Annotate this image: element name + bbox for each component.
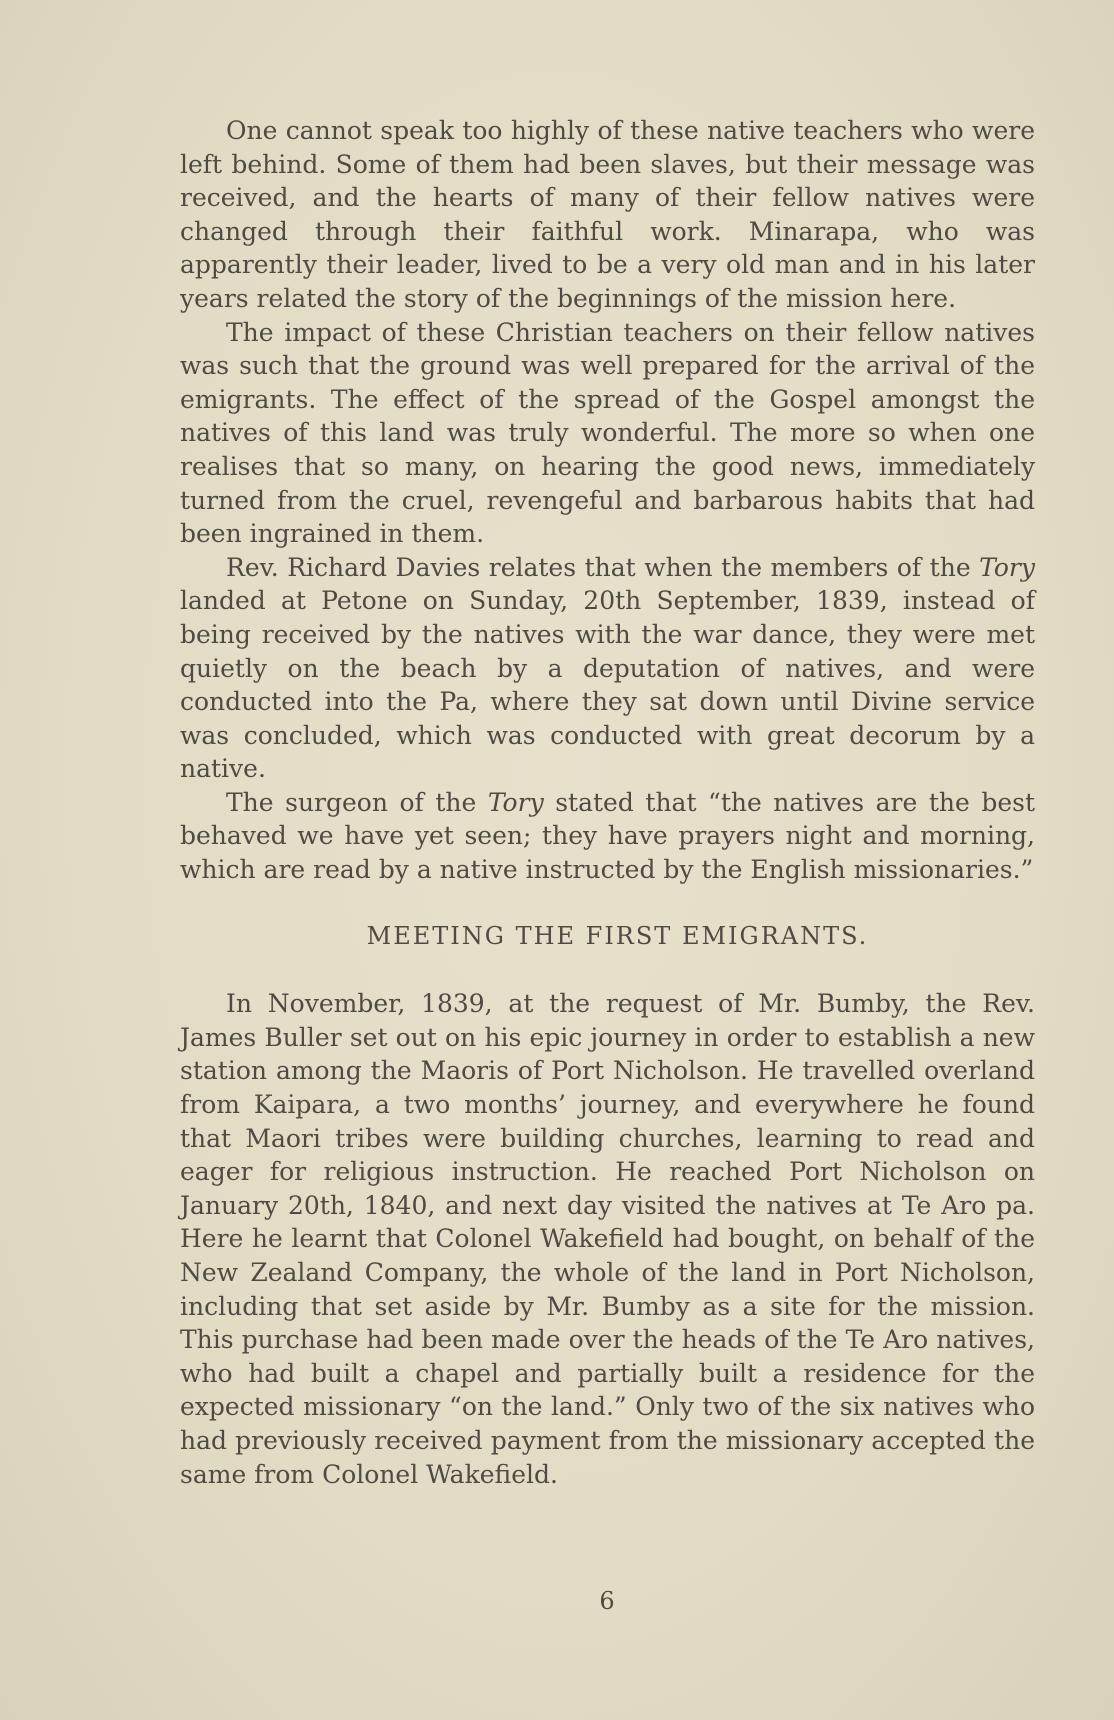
paragraph-surgeon-start: The surgeon of the [226, 787, 488, 817]
ship-name-tory: Tory [487, 787, 544, 817]
paragraph-impact: The impact of these Christian teachers on their fellow natives was such that the ground was well prepared for the arrival of the emigrants. The effect of the spread of the Gospel amongst the natives of this land was truly wonderful. The more so when one realises that so many, on hearing the good news, immediately turned from the cruel, revengeful and barbarous habits that had been ingrained in them. [180, 317, 1035, 549]
paragraph-buller: In November, 1839, at the request of Mr. Bumby, the Rev. James Buller set out on his epic journey in order to establish a new station among the Maoris of Port Nicholson. He travelled overland from Kaipara, a two months’ journey, and everywhere he found that Maori tribes were building churches, learning to read and eager for religious instruction. He reached Port Nicholson on January 20th, 1840, and next day visited the natives at Te Aro pa. Here he learnt that Colonel Wakefield had bought, on behalf of the New Zealand Company, the whole of the land in Port Nicholson, including that set aside by Mr. Bumby as a site for the mission. This purchase had been made over the heads of the Te Aro natives, who had built a chapel and partially built a residence for the expected missionary “on the land.” Only two of the six natives who had previously received payment from the missionary accepted the same from Colonel Wakefield. [180, 989, 1035, 1489]
paragraph-rev-davies-rest: landed at Petone on Sunday, 20th September, 1839, instead of being received by the natives with the war dance, they were met quietly on the beach by a deputation of natives, and were conducted into the Pa, where they sat down until Divine service was concluded, which was conducted with great decorum by a native. [180, 586, 1035, 784]
paragraph-rev-davies [180, 551, 1035, 786]
section-heading: MEETING THE FIRST EMIGRANTS. [366, 921, 869, 950]
paragraph-surgeon [180, 786, 1035, 887]
paragraph-rev-davies-start: Rev. Richard Davies relates that when the members of the [226, 552, 980, 582]
page-number: 6 [599, 1587, 615, 1615]
ship-name-tory: Tory [979, 552, 1035, 582]
paragraph-native-teachers: One cannot speak too highly of these native teachers who were left behind. Some of them had been slaves, but their message was received, and the hearts of many of their fellow natives were changed through their faithful work. Minarapa, who was apparently their leader, lived to be a very old man and in his later years related the story of the beginnings of the mission here. [180, 116, 1035, 313]
body-text [180, 114, 1035, 1491]
paragraph-surgeon-rest: stated that “the natives are the best behaved we have yet seen; they have prayers night and morning, which are read by a native instructed by the English missionaries.” [180, 787, 1036, 885]
